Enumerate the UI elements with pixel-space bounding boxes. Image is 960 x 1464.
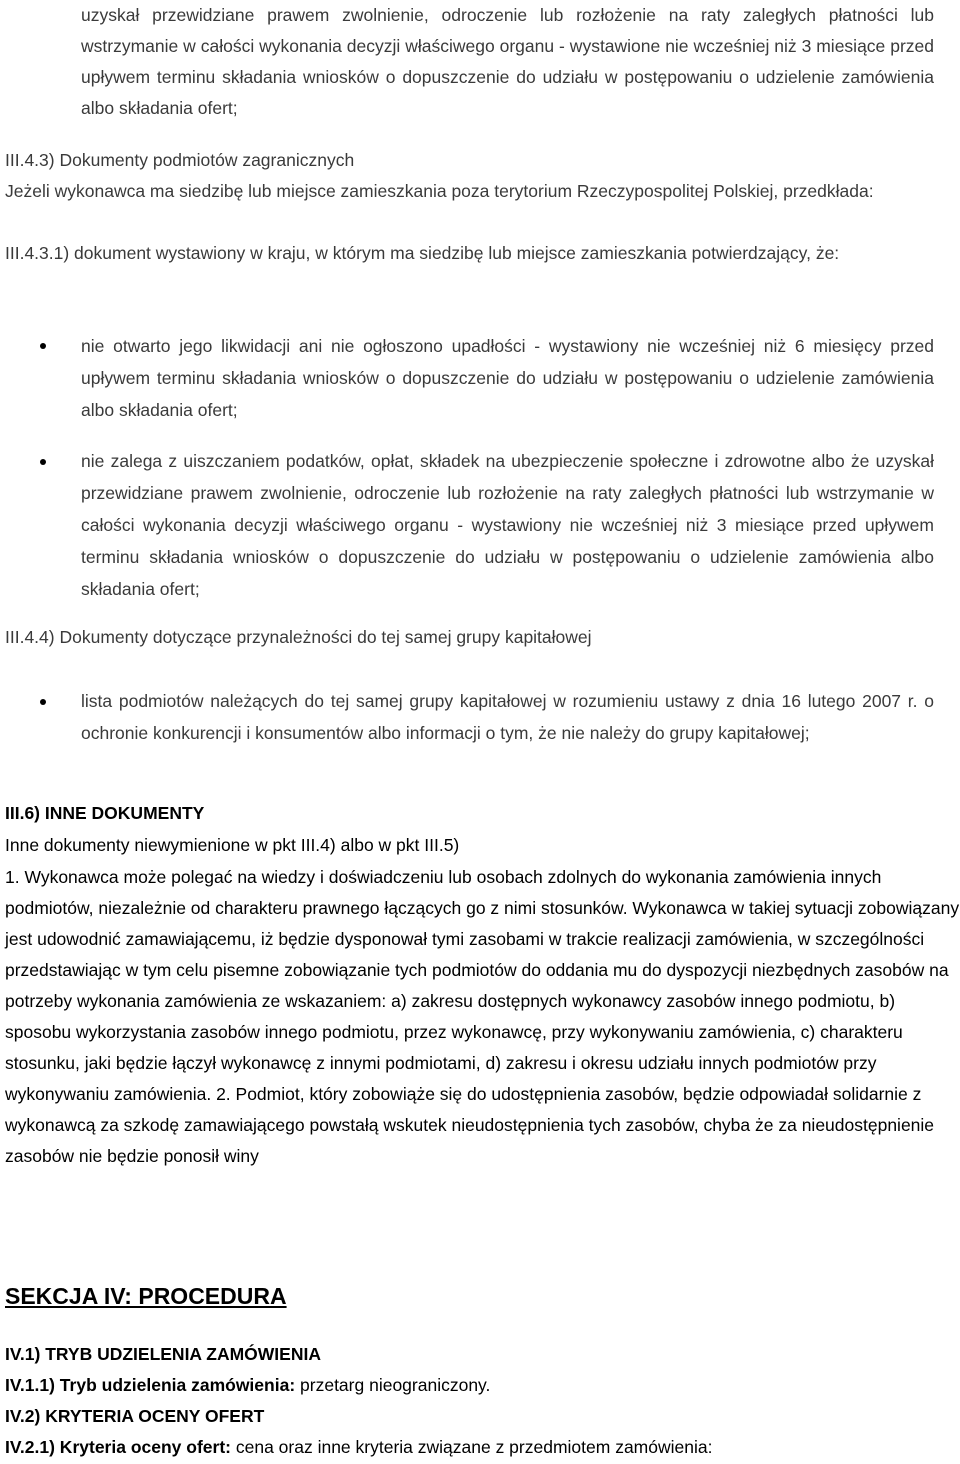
section-36-title: III.6) INNE DOKUMENTY — [5, 803, 205, 823]
section-3431-text: III.4.3.1) dokument wystawiony w kraju, w którym ma siedzibę lub miejsce zamieszkania potwierdzający, że: — [5, 243, 840, 263]
section-344-title: III.4.4) Dokumenty dotyczące przynależności do tej samej grupy kapitałowej — [5, 627, 592, 647]
list-item: nie otwarto jego likwidacji ani nie ogłoszono upadłości - wystawiony nie wcześniej niż 6 miesięcy przed upływem terminu składania wniosków o dopuszczenie do udziału w postępowaniu o udzielenie zamówienia albo składania ofert; — [81, 336, 934, 420]
section-4-heading: SEKCJA IV: PROCEDURA — [5, 1283, 287, 1309]
section-iv11-value: przetarg nieograniczony. — [300, 1375, 491, 1395]
intro-fragment: uzyskał przewidziane prawem zwolnienie, odroczenie lub rozłożenie na raty zaległych płatności lub wstrzymanie w całości wykonania decyzji właściwego organu - wystawione nie wcześniej niż 3 miesiące przed upływem terminu składania wniosków o dopuszczenie do udziału w postępowaniu o udzielenie zamówienia albo składania ofert; — [81, 5, 934, 118]
section-iv2-title: IV.2) KRYTERIA OCENY OFERT — [5, 1406, 265, 1426]
section-iv11-label: IV.1.1) Tryb udzielenia zamówienia: — [5, 1375, 296, 1395]
list-item: nie zalega z uiszczaniem podatków, opłat, składek na ubezpieczenie społeczne i zdrowotne albo że uzyskał przewidziane prawem zwolnienie, odroczenie lub rozłożenie na raty zaległych płatności lub wstrzymanie w całości wykonania decyzji właściwego organu - wystawiony nie wcześniej niż 3 miesiące przed upływem terminu składania wniosków o dopuszczenie do udziału w postępowaniu o udzielenie zamówienia albo składania ofert; — [81, 451, 934, 599]
bullet-icon — [40, 343, 46, 349]
section-iv21-label: IV.2.1) Kryteria oceny ofert: — [5, 1437, 231, 1457]
section-iv11 — [5, 1370, 490, 1401]
section-36-subtitle: Inne dokumenty niewymienione w pkt III.4) albo w pkt III.5) — [5, 835, 460, 855]
bullet-icon — [40, 699, 46, 705]
bullet-icon — [40, 459, 46, 465]
section-343-text: Jeżeli wykonawca ma siedzibę lub miejsce zamieszkania poza terytorium Rzeczypospolitej Polskiej, przedkłada: — [5, 181, 874, 201]
section-iv21 — [5, 1432, 712, 1463]
section-343-title: III.4.3) Dokumenty podmiotów zagranicznych — [5, 150, 355, 170]
section-iv21-value: cena oraz inne kryteria związane z przedmiotem zamówienia: — [235, 1437, 713, 1457]
section-36-text: 1. Wykonawca może polegać na wiedzy i doświadczeniu lub osobach zdolnych do wykonania zamówienia innych podmiotów, niezależnie od charakteru prawnego łączących go z nimi stosunków. Wykonawca w takiej sytuacji zobowiązany jest udowodnić zamawiającemu, iż będzie dysponował tymi zasobami w trakcie realizacji zamówienia, w szczególności przedstawiając w tym celu pisemne zobowiązanie tych podmiotów do oddania mu do dyspozycji niezbędnych zasobów na potrzeby wykonania zamówienia ze wskazaniem: a) zakresu dostępnych wykonawcy zasobów innego podmiotu, b) sposobu wykorzystania zasobów innego podmiotu, przez wykonawcę, przy wykonywaniu zamówienia, c) charakteru stosunku, jaki będzie łączył wykonawcę z innymi podmiotami, d) zakresu i okresu udziału innych podmiotów przy wykonywaniu zamówienia. 2. Podmiot, który zobowiąże się do udostępnienia zasobów, będzie odpowiadał solidarnie z wykonawcą za szkodę zamawiającego powstałą wskutek nieudostępnienia tych zasobów, chyba że za nieudostępnienie zasobów nie będzie ponosił winy — [5, 867, 960, 1166]
list-item: lista podmiotów należących do tej samej grupy kapitałowej w rozumieniu ustawy z dnia 16 lutego 2007 r. o ochronie konkurencji i konsumentów albo informacji o tym, że nie należy do grupy kapitałowej; — [81, 691, 934, 743]
section-iv1-title: IV.1) TRYB UDZIELENIA ZAMÓWIENIA — [5, 1344, 321, 1364]
